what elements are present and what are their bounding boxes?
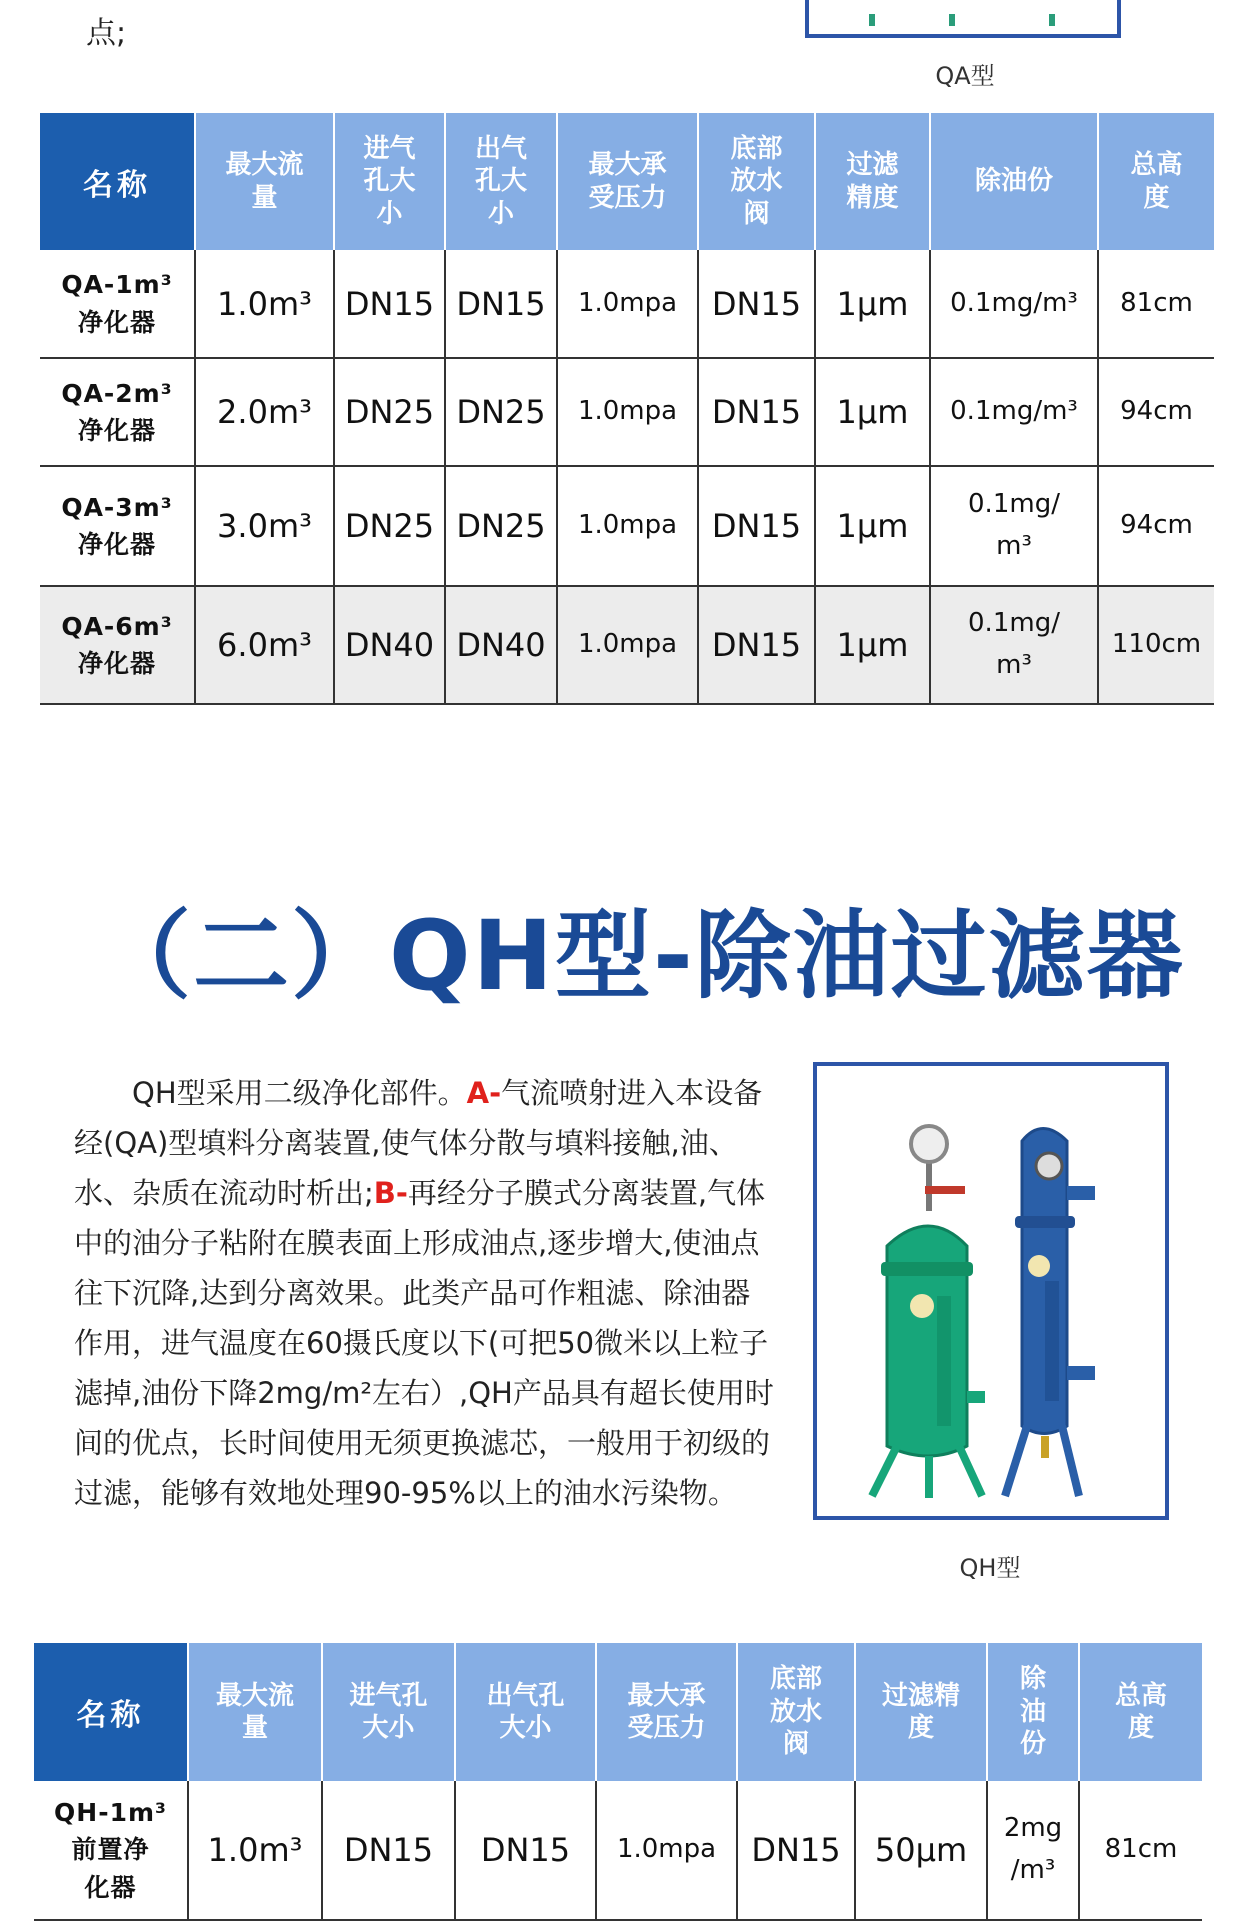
label-b: B- xyxy=(373,1176,408,1210)
cell-inlet: DN40 xyxy=(334,586,445,704)
qh-spec-table xyxy=(34,1643,1202,1921)
description-paragraph: QH型采用二级净化部件。A-气流喷射进入本设备经(QA)型填料分离装置,使气体分散与填料接触,油、水、杂质在流动时析出;B-再经分子膜式分离装置,气体中的油分子粘附在膜表面上形成油点,逐步增大,使油点往下沉降,达到分离效果。此类产品可作粗滤、除油器作用，进气温度在60摄氏度以下(可把50微米以上粒子滤掉,油份下降2mg/m²左右）,QH产品具有超长使用时间的优点，长时间使用无须更换滤芯，一般用于初级的过滤，能够有效地处理90-95%以上的油水污染物。 xyxy=(74,1076,774,1510)
cell-oil: 0.1mg/ m³ xyxy=(930,586,1098,704)
qa-image-caption: QA型 xyxy=(935,62,995,90)
cell-height: 94cm xyxy=(1098,466,1214,586)
cell-drain: DN15 xyxy=(698,358,815,466)
header-max-flow: 最大流 量 xyxy=(195,113,334,250)
cell-flow: 2.0m³ xyxy=(195,358,334,466)
header-drain: 底部 放水 阀 xyxy=(737,1643,855,1781)
blue-filter-icon xyxy=(1005,1129,1095,1497)
cell-flow: 3.0m³ xyxy=(195,466,334,586)
cell-oil: 0.1mg/ m³ xyxy=(930,466,1098,586)
cell-outlet: DN15 xyxy=(455,1781,596,1920)
table-row xyxy=(34,1781,1202,1920)
qa-image-fragment xyxy=(949,14,955,26)
cell-pressure: 1.0mpa xyxy=(557,250,698,358)
qa-image-frame xyxy=(805,0,1121,38)
qh-product-photo xyxy=(813,1062,1169,1520)
row-name: QH-1m³ 前置净 化器 xyxy=(34,1781,188,1920)
row-name: QA-1m³ 净化器 xyxy=(40,250,195,358)
cell-flow: 1.0m³ xyxy=(188,1781,322,1920)
header-outlet: 出气孔 大小 xyxy=(455,1643,596,1781)
qa-image-fragment xyxy=(869,14,875,26)
table-header-row xyxy=(34,1643,1202,1781)
table-row xyxy=(40,250,1214,358)
cell-oil: 2mg /m³ xyxy=(987,1781,1079,1920)
cell-precision: 1μm xyxy=(815,466,930,586)
cell-pressure: 1.0mpa xyxy=(557,358,698,466)
cell-precision: 1μm xyxy=(815,586,930,704)
header-max-flow: 最大流 量 xyxy=(188,1643,322,1781)
cell-flow: 6.0m³ xyxy=(195,586,334,704)
cell-height: 110cm xyxy=(1098,586,1214,704)
cell-drain: DN15 xyxy=(737,1781,855,1920)
cell-pressure: 1.0mpa xyxy=(557,586,698,704)
header-pressure: 最大承 受压力 xyxy=(596,1643,737,1781)
cell-drain: DN15 xyxy=(698,250,815,358)
table-header-row xyxy=(40,113,1214,250)
qh-photo-caption: QH型 xyxy=(959,1554,1021,1582)
header-oil: 除油份 xyxy=(930,113,1098,250)
header-height: 总高 度 xyxy=(1079,1643,1202,1781)
header-inlet: 进气孔 大小 xyxy=(322,1643,455,1781)
cell-inlet: DN25 xyxy=(334,358,445,466)
cell-flow: 1.0m³ xyxy=(195,250,334,358)
cell-precision: 1μm xyxy=(815,358,930,466)
qa-image-fragment xyxy=(1049,14,1055,26)
cell-outlet: DN15 xyxy=(445,250,557,358)
cell-outlet: DN25 xyxy=(445,358,557,466)
header-pressure: 最大承 受压力 xyxy=(557,113,698,250)
cell-inlet: DN15 xyxy=(334,250,445,358)
cell-pressure: 1.0mpa xyxy=(557,466,698,586)
label-a: A- xyxy=(466,1076,502,1110)
continued-text: 点; xyxy=(86,16,127,51)
table-row xyxy=(40,466,1214,586)
cell-height: 81cm xyxy=(1079,1781,1202,1920)
row-name: QA-3m³ 净化器 xyxy=(40,466,195,586)
header-inlet: 进气 孔大 小 xyxy=(334,113,445,250)
cell-oil: 0.1mg/m³ xyxy=(930,358,1098,466)
header-height: 总高 度 xyxy=(1098,113,1214,250)
header-outlet: 出气 孔大 小 xyxy=(445,113,557,250)
cell-outlet: DN25 xyxy=(445,466,557,586)
cell-drain: DN15 xyxy=(698,586,815,704)
cell-outlet: DN40 xyxy=(445,586,557,704)
cell-drain: DN15 xyxy=(698,466,815,586)
row-name: QA-2m³ 净化器 xyxy=(40,358,195,466)
qa-spec-table xyxy=(40,113,1214,705)
cell-precision: 1μm xyxy=(815,250,930,358)
qh-filters-illustration xyxy=(817,1066,1165,1516)
header-oil: 除 油 份 xyxy=(987,1643,1079,1781)
header-name: 名称 xyxy=(34,1643,188,1781)
header-name: 名称 xyxy=(40,113,195,250)
header-drain: 底部 放水 阀 xyxy=(698,113,815,250)
cell-inlet: DN25 xyxy=(334,466,445,586)
table-row xyxy=(40,586,1214,704)
cell-oil: 0.1mg/m³ xyxy=(930,250,1098,358)
section-title: （二）QH型-除油过滤器 xyxy=(95,900,1185,1012)
cell-height: 81cm xyxy=(1098,250,1214,358)
cell-pressure: 1.0mpa xyxy=(596,1781,737,1920)
header-precision: 过滤 精度 xyxy=(815,113,930,250)
row-name: QA-6m³ 净化器 xyxy=(40,586,195,704)
header-precision: 过滤精 度 xyxy=(855,1643,987,1781)
cell-inlet: DN15 xyxy=(322,1781,455,1920)
cell-precision: 50μm xyxy=(855,1781,987,1920)
cell-height: 94cm xyxy=(1098,358,1214,466)
table-row xyxy=(40,358,1214,466)
green-filter-icon xyxy=(872,1126,985,1498)
